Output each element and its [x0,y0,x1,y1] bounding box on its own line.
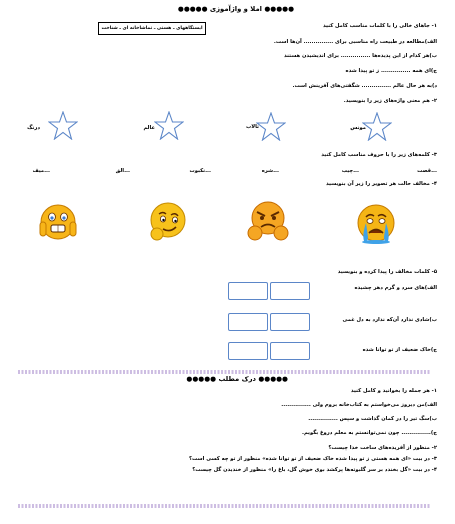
star-shape [362,112,392,141]
r1-item-c: ج)............... چون نمی‌توانستم به معلم دروغ بگویم. [301,430,437,436]
section-divider [18,359,430,363]
q3-word-1: ...قصت [417,168,437,174]
scared-emoji-icon [36,200,80,244]
q3-word-5: ...الق [115,168,130,174]
smirk-emoji-icon [146,198,190,242]
q1-item-b: ب)هر کدام از این پدیده‌ها ............... برای اندیشیدن هستند [284,53,437,59]
answer-box[interactable] [270,342,310,360]
q5-item-b: ب)شادی ندارد آن‌که ندارد به دل غمی [342,317,437,323]
r1-instruction: ۱- هر جمله را بخوانید و کامل کنید [350,388,437,394]
star-shape [256,112,286,141]
q2-instruction: ۲- هم معنی واژه‌های زیر را بنویسید. [343,98,437,104]
q2-word-3: تالاب [246,124,259,130]
q1-instruction: ۱- جاهای خالی را با کلمات مناسب کامل کنید [323,23,437,29]
q1-item-c: ج)ای همه ............... ز تو پیدا شده [345,68,437,74]
q3-instruction: ۳- کلمه‌های زیر را با حروف مناسب کامل کنید [321,152,437,158]
q5-item-c: ج)خاک ضعیف از تو توانا شده [362,347,437,353]
angry-emoji-icon [246,198,290,242]
word-bank-box: ایستگاههای ـ هستی ـ تماشاخانه ای ـ شناخت [98,22,206,35]
r1-item-b: ب)سگ تیر را در کمان گذاشت و سپس ............... [308,416,437,422]
answer-box[interactable] [270,282,310,300]
crying-emoji-icon [354,201,398,245]
q2-word-4: مونس [350,125,366,131]
q5-item-a: الف)های سرد و گرم دهر چشیده [354,285,437,291]
q4-instruction: ۴- مخالف حالت هر تصویر را زیر آن بنویسید [325,181,437,187]
q3-word-6: ...میف [32,168,50,174]
q3-word-4: ...نکبوت [189,168,211,174]
section-divider [18,493,430,497]
r1-item-a: الف)من دیروز می‌خواستم به کتاب‌خانه بروم ولی ............... [281,402,437,408]
answer-box[interactable] [228,282,268,300]
section-title-spelling: ●●●●● املا و واژآموزی ●●●●● [177,5,294,13]
star-shape [154,111,184,140]
q5-instruction: ۵- کلمات مخالف را پیدا کرده و بنویسید [337,269,437,275]
r2-question: ۲- منظور از آفریده‌های ساخت خدا چیست؟ [328,445,437,451]
r3-question: ۳- در بیت «ای همه هستی ز تو پیدا شده خاک ضعیف از تو توانا شده» منظور از تو چه کسی است؟ [189,456,437,462]
q3-word-2: ...چیب [341,168,359,174]
answer-box[interactable] [228,342,268,360]
q2-word-1: درنگ [27,125,40,131]
answer-box[interactable] [228,313,268,331]
q2-word-2: عالم [143,125,155,131]
r4-question: ۴- در بیت «گل بخندد بر سر گلبوته‌ها پرکشد بوی خوش گل، باغ را» منظور از خندیدن گل چیست؟ [192,467,437,473]
q1-item-d: د)به هر حال عالم ............... شگفتی‌های آفرینش است. [292,83,437,89]
star-shape [48,111,78,140]
q1-item-a: الف)مطالعه در طبیعت راه مناسبی برای ............... آن‌ها است. [273,39,437,45]
section-title-comprehension: ●●●●● درک مطلب ●●●●● [186,375,288,383]
q3-word-3: ...شره [261,168,279,174]
answer-box[interactable] [270,313,310,331]
